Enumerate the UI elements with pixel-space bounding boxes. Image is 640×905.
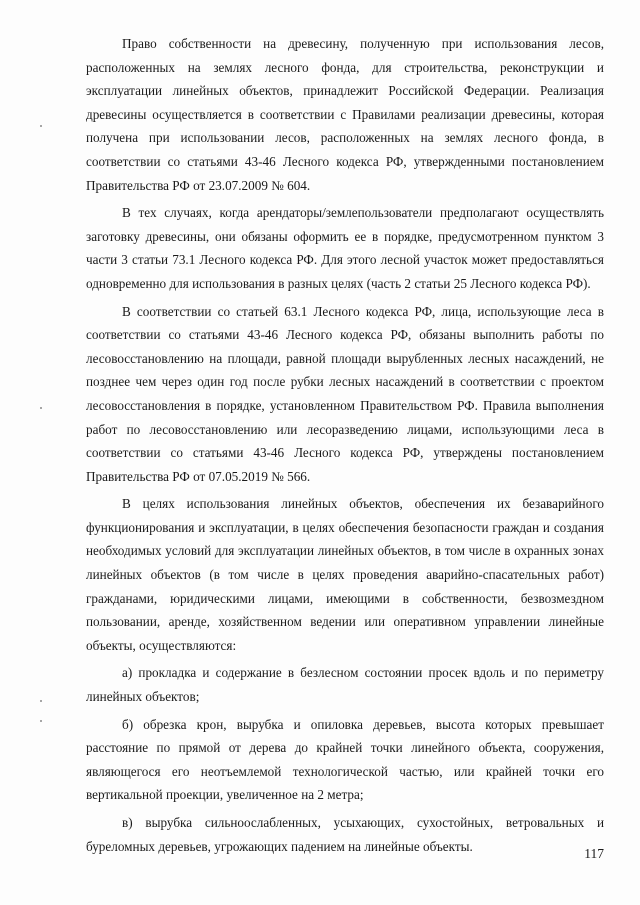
scan-speck (40, 407, 42, 409)
list-item-c: в) вырубка сильноослабленных, усыхающих, сухостойных, ветровальных и буреломных деревьев, угрожающих падением на линейные объекты. (86, 815, 604, 854)
scan-speck (40, 125, 42, 127)
page-number: 117 (584, 846, 604, 861)
list-item-a: а) прокладка и содержание в безлесном состоянии просек вдоль и по периметру линейных объектов; (86, 665, 604, 705)
scan-speck (40, 720, 42, 722)
paragraph-reforestation: В соответствии со статьей 63.1 Лесного кодекса РФ, лица, использующие леса в соответствии со статьями 43-46 Лесного кодекса РФ, обязаны выполнить работы по лесовосстановлению на площади, равной площади вырубленных лесных насаждений, не позднее чем через один год после рубки лесных насаждений в соответствии с проектом лесовосстановления в порядке, установленном Правительством РФ. Правила выполнения работ по лесовосстановлению или лесоразведению лицами, использующими леса в соответствии со статьями 43-46 Лесного кодекса РФ, утверждены постановлением Правительства РФ от 07.05.2019 № 566. (86, 303, 604, 484)
paragraph-linear-objects-purpose: В целях использования линейных объектов, обеспечения их безаварийного функционирования и эксплуатации, в целях обеспечения безопасности граждан и создания необходимых условий для эксплуатации линейных объектов, в том числе в охранных зонах линейных объектов (в том числе в целях проведения аварийно-спасательных работ) гражданами, юридическими лицами, имеющими в собственности, безвозмездном пользовании, аренде, хозяйственном ведении или оперативном управлении линейные объекты, осуществляются: (86, 496, 604, 653)
paragraph-wood-ownership: Право собственности на древесину, полученную при использования лесов, расположенных на землях лесного фонда, для строительства, реконструкции и эксплуатации линейных объектов, принадлежит Российской Федерации. Реализация древесины осуществляется в соответствии с Правилами реализации древесины, которая получена при использовании лесов, расположенных на землях лесного фонда, в соответствии со статьями 43-46 Лесного кодекса РФ, утвержденными постановлением Правительства РФ от 23.07.2009 № 604. (86, 36, 604, 193)
scan-speck (40, 700, 42, 702)
paragraph-timber-harvesting: В тех случаях, когда арендаторы/землепользователи предполагают осуществлять заготовку древесины, они обязаны оформить ее в порядке, предусмотренном пунктом 3 части 3 статьи 73.1 Лесного кодекса РФ. Для этого лесной участок может предоставляться одновременно для использования в разных целях (часть 2 статьи 25 Лесного кодекса РФ). (86, 205, 604, 291)
document-body (86, 32, 604, 858)
list-item-b: б) обрезка крон, вырубка и опиловка деревьев, высота которых превышает расстояние по прямой от дерева до крайней точки линейного объекта, сооружения, являющегося его неотъемлемой технологической частью, или крайней точки его вертикальной проекции, увеличенное на 2 метра; (86, 716, 604, 803)
